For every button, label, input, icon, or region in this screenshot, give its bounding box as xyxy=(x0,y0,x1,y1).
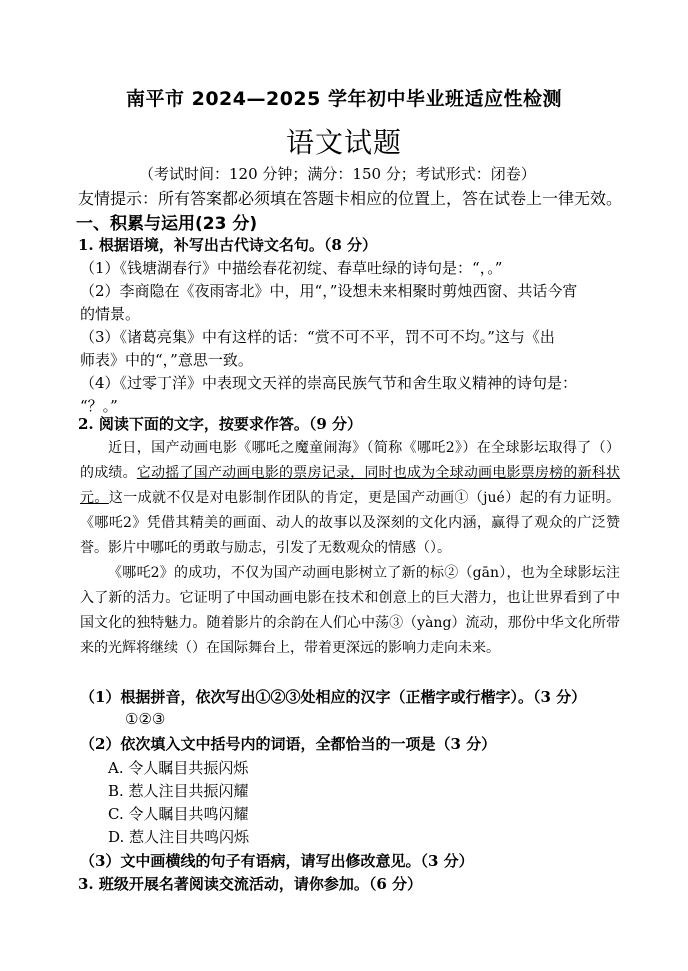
passage-paragraph-2: 《哪吒2》的成功，不仅为国产动画电影树立了新的标②（gān），也为全球影坛注入了新的活力。它证明了中国动画电影在技术和创意上的巨大潜力，也让世界看到了中国文化的独特魅力。随着影片的余韵在人们心中荡③（yàng）流动，那份中华文化所带来的光辉将继续（）在国际舞台上，带着更深远的影响力走向未来。 xyxy=(80,565,620,656)
option-a: A. 令人瞩目共振闪烁 xyxy=(108,759,249,777)
question-2-title: 2. 阅读下面的文字，按要求作答。（9 分） xyxy=(78,415,363,433)
section-heading: 一、积累与运用(23 分) xyxy=(76,214,258,234)
question-3-title: 3. 班级开展名著阅读交流活动，请你参加。（6 分） xyxy=(78,875,423,893)
exam-title: 南平市 2024—2025 学年初中毕业班适应性检测 xyxy=(126,88,562,110)
question-1-line: （1）《钱塘湖春行》中描绘春花初绽、春草吐绿的诗句是：“，。” xyxy=(80,259,503,277)
option-c: C. 令人瞩目共鸣闪耀 xyxy=(108,805,249,823)
sub-question-1: （1）根据拼音，依次写出①②③处相应的汉字（正楷字或行楷字）。（3 分） xyxy=(80,688,587,706)
passage-text: 近日，国产动画电影《哪吒之魔童闹海》（简称《哪吒2》）在全球影坛取得了（）的成绩。 xyxy=(80,440,620,481)
sub-question-2: （2）依次填入文中括号内的词语，全都恰当的一项是（3 分） xyxy=(80,735,497,753)
friendly-tip: 友情提示：所有答案都必须填在答题卡相应的位置上，答在试卷上一律无效。 xyxy=(78,189,623,208)
question-1-title: 1. 根据语境，补写出古代诗文名句。（8 分） xyxy=(78,236,378,254)
answer-blanks: ①②③ xyxy=(125,710,166,728)
question-1-line: 师表》中的“，”意思一致。 xyxy=(80,351,253,369)
option-b: B. 惹人注目共振闪耀 xyxy=(108,782,249,800)
question-1-line: （4）《过零丁洋》中表现文天祥的崇高民族气节和舍生取义精神的诗句是： xyxy=(80,374,578,392)
question-1-line: 的情景。 xyxy=(80,305,141,323)
passage-paragraph-1 xyxy=(80,436,620,561)
exam-subject-title: 语文试题 xyxy=(285,126,402,159)
option-d: D. 惹人注目共鸣闪烁 xyxy=(108,828,250,846)
passage-text: 这一成就不仅是对电影制作团队的肯定，更是国产动画①（jué）起的有力证明。《哪吒2》凭借其精美的画面、动人的故事以及深刻的文化内涵，赢得了观众的广泛赞誉。影片中哪吒的勇敢与励志，引发了无数观众的情感（）。 xyxy=(80,490,621,556)
exam-info: （考试时间：120 分钟；满分：150 分；考试形式：闭卷） xyxy=(139,165,536,183)
question-1-line: （2）李商隐在《夜雨寄北》中，用“，”设想未来相聚时剪烛西窗、共话今宵 xyxy=(80,282,578,300)
question-1-line: “？。” xyxy=(80,397,118,415)
reading-passage xyxy=(80,436,620,661)
underlined-sentence: 它动摇了国产动画电影的票房记录，同时也成为全球动画电影票房榜的新科状元。 xyxy=(80,465,621,506)
sub-question-3: （3）文中画横线的句子有语病，请写出修改意见。（3 分） xyxy=(80,852,474,870)
question-1-line: （3）《诸葛亮集》中有这样的话：“赏不可不平，罚不可不均。”这与《出 xyxy=(80,328,555,346)
